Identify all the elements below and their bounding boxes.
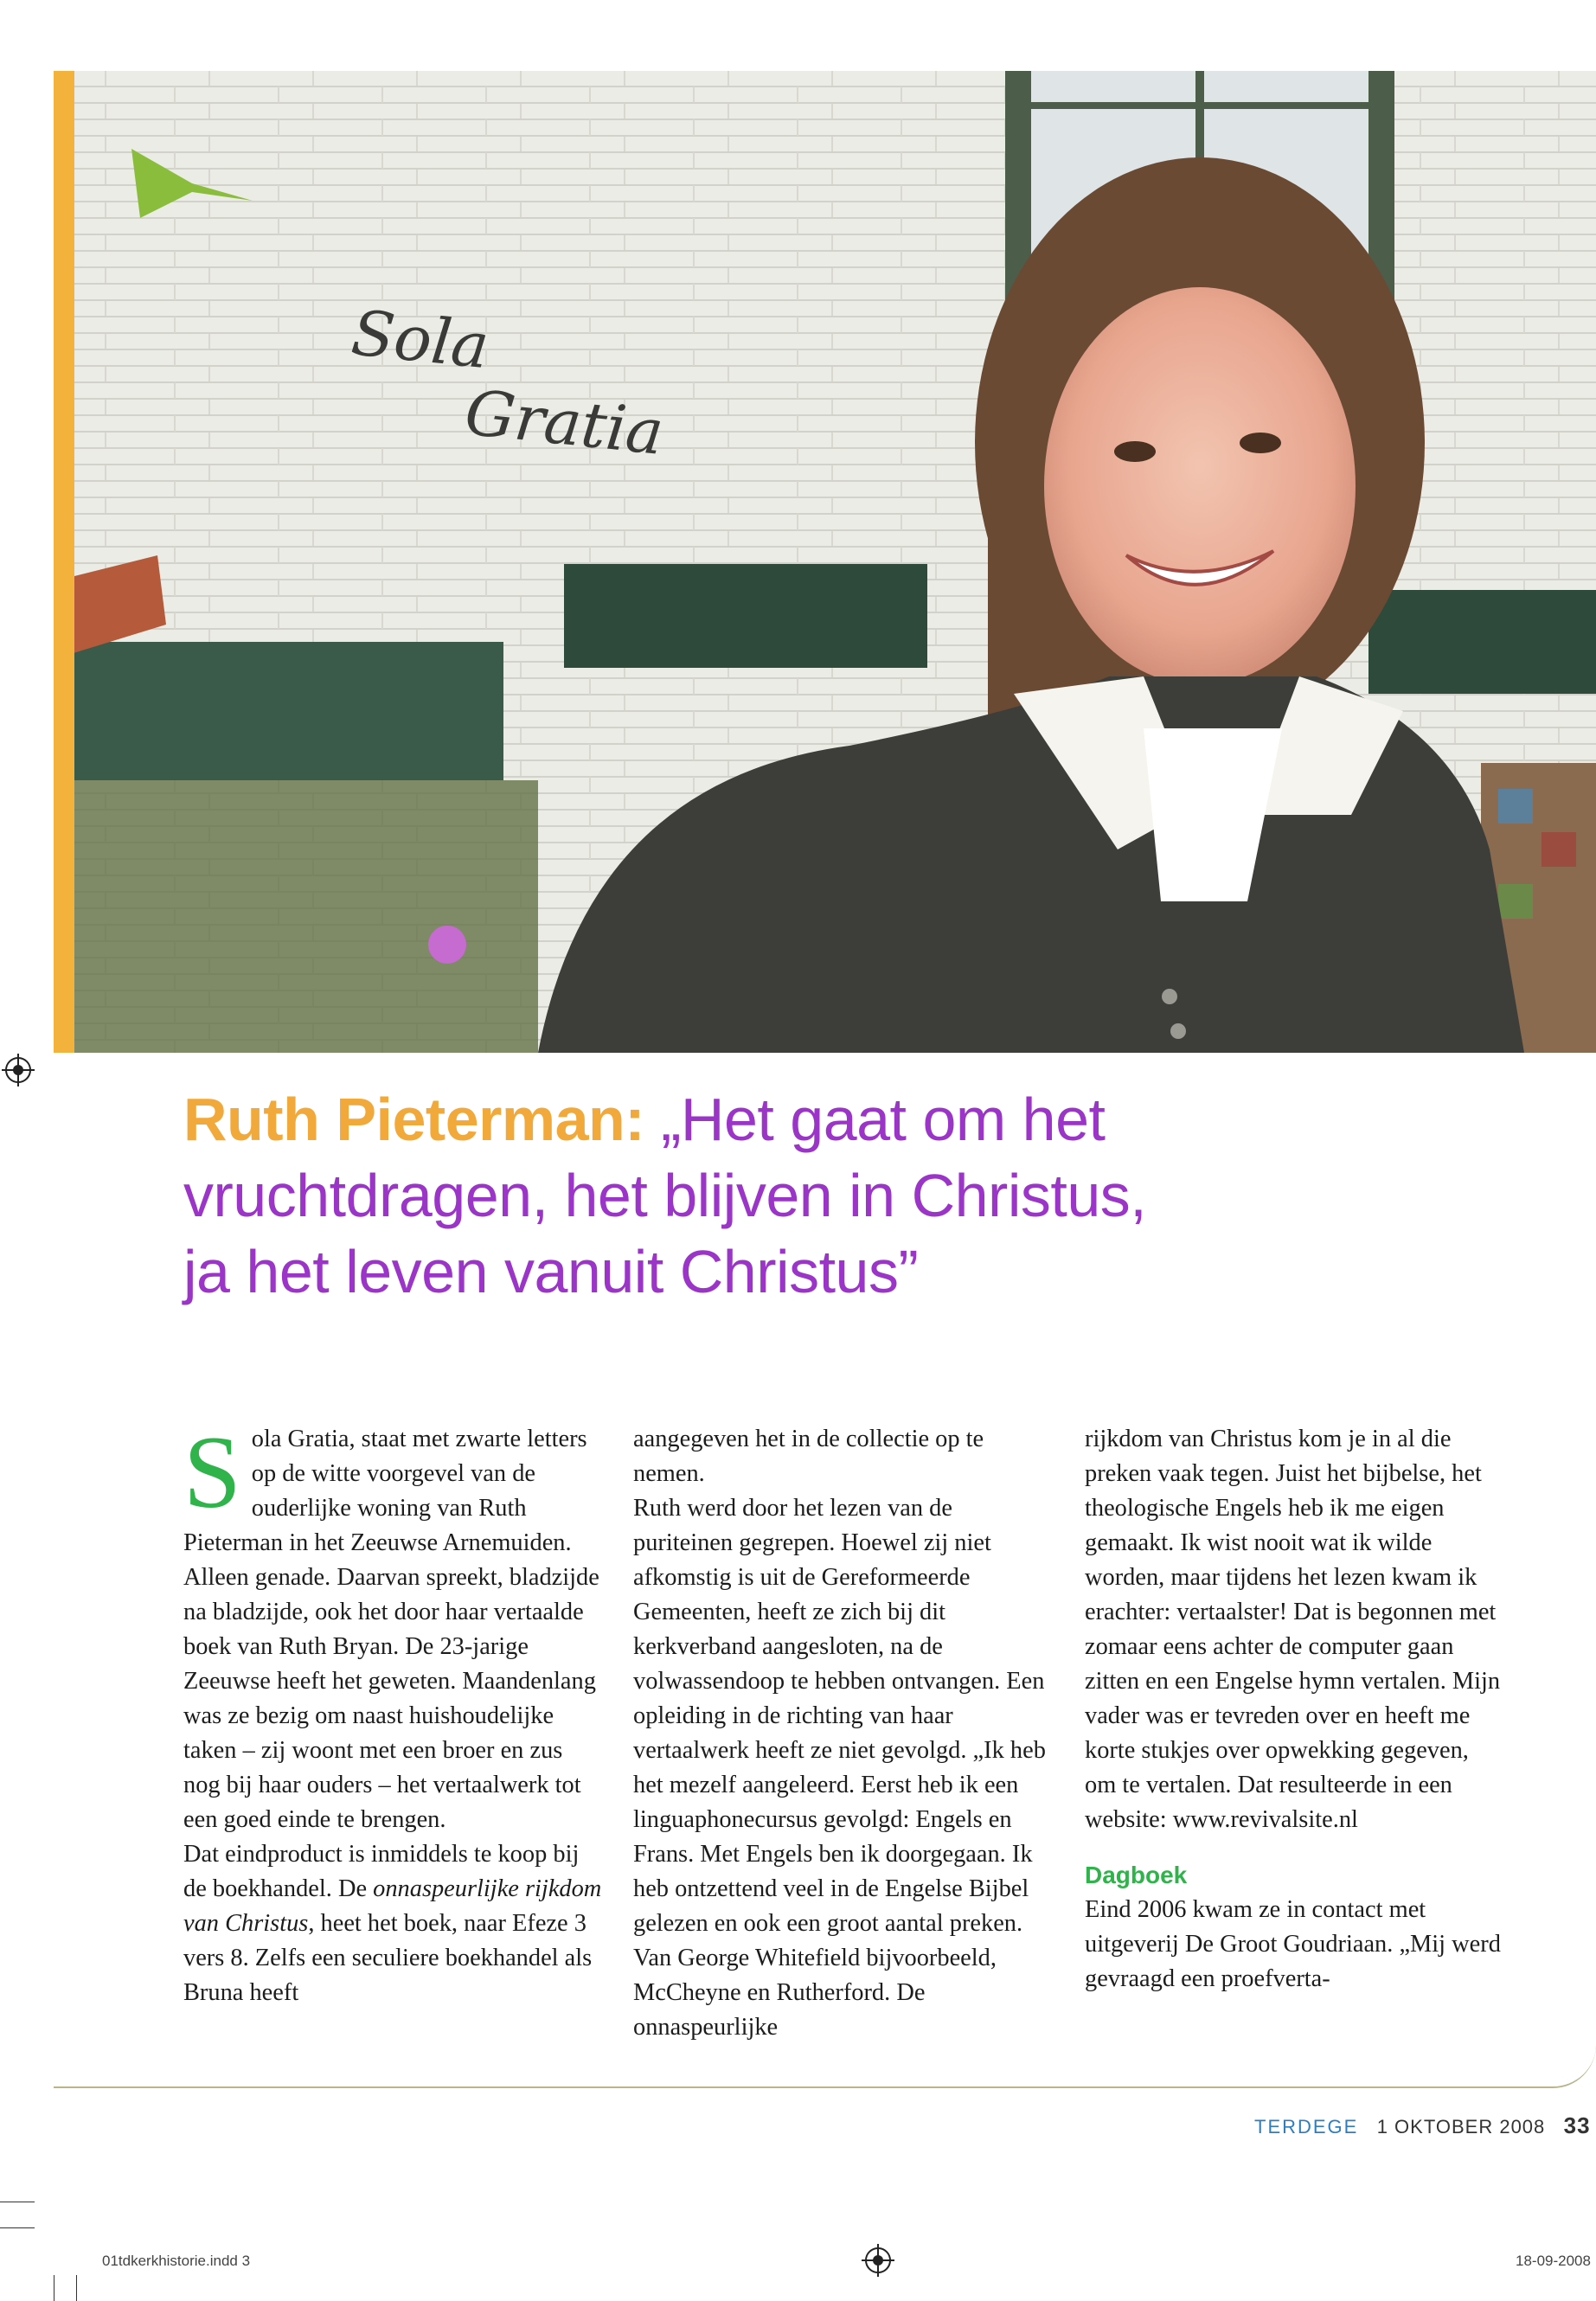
- headline-line3: ja het leven vanuit Christus”: [183, 1238, 919, 1305]
- facade-sign-line1: Sola: [348, 296, 493, 383]
- paragraph: ola Gratia, staat met zwarte letters op de witte voorgevel van de ouderlijke woning van Ruth Pieterman in het Zeeuwse Arnemuiden. Alleen genade. Daarvan spreekt, bladzijde na bladzijde, ook het door haar vertaalde boek van Ruth Bryan. De 23-jarige Zeeuwse heeft het geweten. Maandenlang was ze bezig om naast huishoudelijke taken – zij woont met een broer en zus nog bij haar ouders – het vertaalwerk tot een goed einde te brengen.: [183, 1426, 599, 1833]
- paragraph-text: , heet het boek, naar Efeze 3 vers 8. Zelfs een seculiere boekhandel als Bruna heeft: [183, 1910, 593, 2006]
- article-column-1: [183, 1414, 604, 2010]
- bottom-frame-line: [54, 2086, 1550, 2088]
- subheading: Dagboek: [1085, 1862, 1188, 1888]
- paragraph: aangegeven het in de collectie op te nemen.: [633, 1426, 984, 1487]
- article-column-2: [633, 1422, 1054, 2045]
- issue-date: 1 OKTOBER 2008: [1376, 2116, 1546, 2138]
- page-number: 33: [1563, 2112, 1591, 2138]
- registration-mark-bottom: [865, 2247, 891, 2273]
- headline-name: Ruth Pieterman:: [183, 1086, 645, 1153]
- paragraph: [183, 1837, 604, 2010]
- headline-line1: [183, 1081, 1481, 1157]
- accent-bar: [54, 71, 74, 1053]
- cover-photo: [54, 71, 1596, 1053]
- registration-mark-left: [5, 1057, 31, 1083]
- photo-illustration: [54, 71, 1596, 1053]
- paragraph: rijkdom van Christus kom je in al die preken vaak tegen. Juist het bijbelse, het theologische Engels heb ik me eigen gemaakt. Ik wist nooit wat ik wilde worden, maar tijdens het lezen kwam ik erachter: vertaalster! Dat is begonnen met zomaar eens achter de computer gaan zitten en een Engelse hymn vertalen. Mijn vader was er tevreden over en heeft me korte stukjes over opwekking gegeven, om te vertalen. Dat resulteerde in een website: www.revivalsite.nl: [1085, 1426, 1501, 1833]
- page-footer: [1254, 2112, 1591, 2139]
- slug-filename: 01tdkerkhistorie.indd 3: [102, 2253, 251, 2269]
- page-title: [183, 1081, 1481, 1310]
- headline-line2: vruchtdragen, het blijven in Christus,: [183, 1162, 1147, 1229]
- paragraph: Eind 2006 kwam ze in contact met uitgeverij De Groot Goudriaan. „Mij werd gevraagd een proefverta-: [1085, 1896, 1501, 1992]
- crop-mark: [0, 2227, 35, 2228]
- book-title: onnaspeurlijke rijkdom van Christus: [183, 1875, 602, 1937]
- paragraph: Ruth werd door het lezen van de puriteinen gegrepen. Hoewel zij niet afkomstig is uit de Gereformeerde Gemeenten, heeft ze zich bij dit kerkverband aangesloten, na de volwassendoop te hebben ontvangen. Een opleiding in de richting van haar vertaalwerk heeft ze niet gevolgd. „Ik heb het mezelf aangeleerd. Eerst heb ik een linguaphonecursus gevolgd: Engels en Frans. Met Engels ben ik doorgegaan. Ik heb ontzettend veel in de Engelse Bijbel gelezen en ook een groot aantal preken. Van George Whitefield bijvoorbeeld, McCheyne en Rutherford. De onnaspeurlijke: [633, 1495, 1046, 2041]
- magazine-name: TERDEGE: [1254, 2116, 1359, 2138]
- facade-sign-line2: Gratia: [461, 375, 667, 469]
- bottom-right-corner: [1540, 2041, 1596, 2088]
- headline-quote-start: „Het gaat om het: [661, 1086, 1106, 1153]
- slug-date: 18-09-2008: [1516, 2253, 1591, 2269]
- crop-mark: [76, 2275, 77, 2301]
- paragraph-text: Dat eindproduct is inmiddels te koop bij de boekhandel. De: [183, 1841, 580, 1902]
- article-column-3: [1085, 1422, 1505, 1997]
- drop-cap: S: [183, 1414, 241, 1529]
